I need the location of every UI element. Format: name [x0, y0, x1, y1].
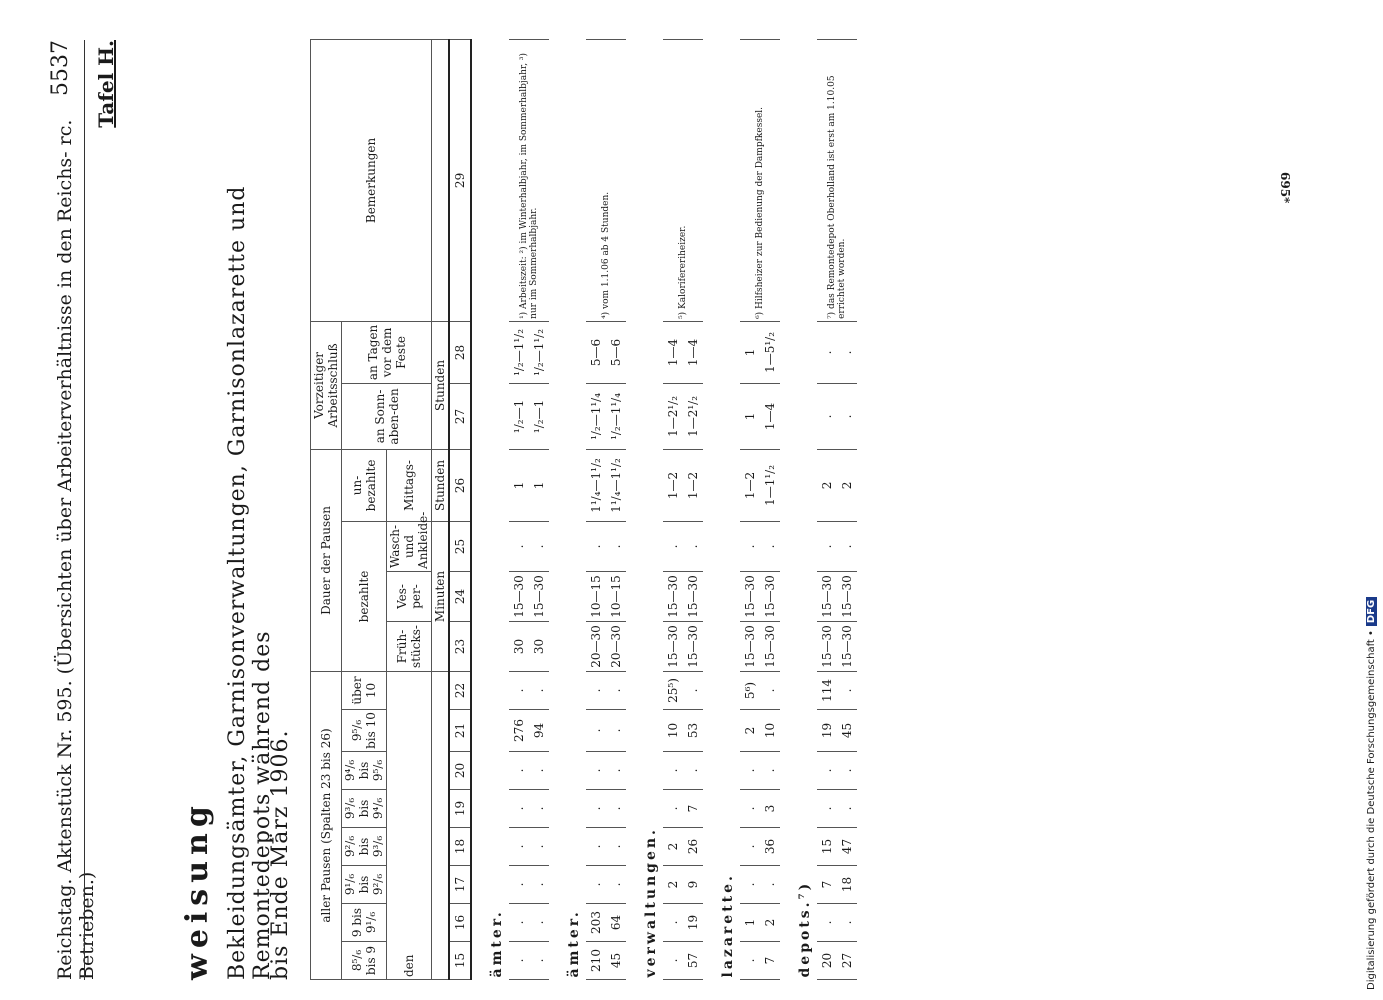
- mittags-head: Mittags-: [387, 449, 432, 521]
- table-cell: .: [663, 521, 683, 571]
- table-cell: .: [837, 752, 857, 790]
- section-heading-row: [626, 39, 663, 979]
- table-cell: .: [529, 752, 549, 790]
- title-line-1: weisung: [180, 800, 215, 980]
- unbezahlte-head: un-bezahlte: [342, 449, 387, 521]
- table-row: [740, 39, 760, 979]
- table-cell: 1—2¹/₂: [683, 383, 703, 449]
- table-cell: .: [817, 904, 837, 942]
- section-heading: ämter.: [566, 909, 582, 978]
- table-cell: 15—30: [683, 621, 703, 671]
- table-cell: 203: [586, 904, 606, 942]
- table-cell: 15—30: [760, 621, 780, 671]
- table-cell: .: [529, 671, 549, 709]
- table-cell: .: [817, 321, 837, 383]
- header-row-1: [311, 39, 342, 979]
- hours-head: 9²/₆ bis 9³/₆: [342, 828, 387, 866]
- section-heading: depots.⁷): [797, 880, 813, 978]
- table-cell: .: [740, 828, 760, 866]
- col-number: 20: [449, 752, 471, 790]
- table-cell: .: [760, 521, 780, 571]
- section-heading-row: [780, 39, 817, 979]
- table-cell: .: [529, 828, 549, 866]
- table-cell: 15—30: [529, 571, 549, 621]
- table-cell: .: [529, 521, 549, 571]
- table-cell: .: [529, 790, 549, 828]
- table-cell: ¹/₂—1¹/₂: [509, 321, 529, 383]
- section-heading-row: [703, 39, 740, 979]
- section-heading-row: [471, 39, 509, 979]
- table-cell: .: [606, 866, 626, 904]
- running-head: Reichstag. Aktenstück Nr. 595. (Übersichten über Arbeiterverhältnisse in den Reichs- rc. Betrieben.): [54, 119, 98, 980]
- col-number: 24: [449, 571, 471, 621]
- unit-row: [432, 39, 450, 979]
- table-cell: .: [509, 671, 529, 709]
- table-cell: 276: [509, 710, 529, 752]
- table-cell: 15—30: [837, 621, 857, 671]
- table-cell: 5⁶): [740, 671, 760, 709]
- table-cell: 15—30: [760, 571, 780, 621]
- page-header: [30, 40, 100, 980]
- table-cell: 10: [663, 710, 683, 752]
- table-cell: .: [663, 790, 683, 828]
- table-cell: 20—30: [586, 621, 606, 671]
- table-cell: 2: [817, 449, 837, 521]
- table-cell: .: [586, 790, 606, 828]
- vesper-head: Ves-per-: [387, 571, 432, 621]
- table-cell: 7: [817, 866, 837, 904]
- table-cell: 15—30: [740, 571, 760, 621]
- table-cell: .: [663, 904, 683, 942]
- table-cell: .: [683, 521, 703, 571]
- section-heading: verwaltungen.: [643, 827, 659, 978]
- table-cell: 1—4: [760, 383, 780, 449]
- stunden-label-2: Stunden: [432, 321, 450, 449]
- table-cell: .: [837, 790, 857, 828]
- table-cell: 10—15: [606, 571, 626, 621]
- bezahlte-head: bezahlte: [342, 521, 387, 671]
- hours-head: 9 bis 9¹/₆: [342, 904, 387, 942]
- table-cell: .: [837, 904, 857, 942]
- hours-head: 9¹/₆ bis 9²/₆: [342, 866, 387, 904]
- table-cell: 64: [606, 904, 626, 942]
- remark-cell: ⁶) Hilfsheizer zur Bedienung der Dampfkessel.: [740, 39, 780, 321]
- table-cell: .: [837, 321, 857, 383]
- col-number: 29: [449, 39, 471, 321]
- table-cell: 210: [586, 942, 606, 980]
- dfg-logo: DFG: [1366, 597, 1377, 626]
- table-cell: .: [509, 521, 529, 571]
- minuten-label: Minuten: [432, 521, 450, 671]
- table-cell: 5—6: [606, 321, 626, 383]
- hours-head: 9⁴/₆ bis 9⁵/₆: [342, 752, 387, 790]
- page-mark: 695*: [1278, 172, 1292, 204]
- table-cell: 1¹/₄—1¹/₂: [586, 449, 606, 521]
- col-number: 16: [449, 904, 471, 942]
- table-cell: 30: [529, 621, 549, 671]
- table-cell: 10—15: [586, 571, 606, 621]
- col-number: 21: [449, 710, 471, 752]
- title-line-3: bis Ende März 1906.: [268, 729, 293, 980]
- table-cell: .: [586, 671, 606, 709]
- table-cell: .: [586, 866, 606, 904]
- remark-cell: ⁷) das Remontedepot Oberholland ist erst am 1.10.05 errichtet worden.: [817, 39, 857, 321]
- tafel-label: Tafel H.: [94, 40, 118, 128]
- table-cell: 30: [509, 621, 529, 671]
- table-cell: .: [740, 866, 760, 904]
- table-cell: 45: [606, 942, 626, 980]
- table-cell: 1: [740, 904, 760, 942]
- table-cell: .: [760, 752, 780, 790]
- digitization-text: Digitalisierung gefördert durch die Deutsche Forschungsgemeinschaft •: [1366, 630, 1377, 990]
- col-number: 15: [449, 942, 471, 980]
- table-cell: 1—4: [663, 321, 683, 383]
- table-cell: 20: [817, 942, 837, 980]
- table-row: [663, 39, 683, 979]
- table-cell: 1—2: [740, 449, 760, 521]
- table-cell: .: [509, 942, 529, 980]
- col-number: 18: [449, 828, 471, 866]
- hours-head: 9⁵/₆ bis 10: [342, 710, 387, 752]
- table-cell: .: [683, 752, 703, 790]
- table-cell: .: [837, 521, 857, 571]
- table-cell: 1¹/₄—1¹/₂: [606, 449, 626, 521]
- table-cell: ¹/₂—1¹/₂: [529, 321, 549, 383]
- table-cell: 15: [817, 828, 837, 866]
- table-cell: 26: [683, 828, 703, 866]
- table-cell: ¹/₂—1¹/₄: [606, 383, 626, 449]
- table-cell: .: [529, 866, 549, 904]
- table-cell: 15—30: [683, 571, 703, 621]
- table-cell: .: [740, 521, 760, 571]
- table-row: [817, 39, 837, 979]
- hours-head: 9³/₆ bis 9⁴/₆: [342, 790, 387, 828]
- table-cell: 53: [683, 710, 703, 752]
- table-cell: 1—5¹/₂: [760, 321, 780, 383]
- col-number: 28: [449, 321, 471, 383]
- statistics-table: [310, 39, 857, 980]
- table-cell: .: [817, 790, 837, 828]
- table-cell: 15—30: [663, 571, 683, 621]
- rotated-content: [30, 40, 1350, 980]
- dauer-head: Dauer der Pausen: [311, 449, 342, 671]
- table-cell: .: [740, 790, 760, 828]
- table-cell: 2: [663, 828, 683, 866]
- table-cell: 1: [529, 449, 549, 521]
- table-cell: 19: [817, 710, 837, 752]
- hours-head: über 10: [342, 671, 387, 709]
- table-cell: 114: [817, 671, 837, 709]
- table-cell: .: [837, 671, 857, 709]
- remark-cell: ⁴) vom 1.1.06 ab 4 Stunden.: [586, 39, 626, 321]
- table-cell: .: [817, 521, 837, 571]
- table-cell: .: [683, 671, 703, 709]
- table-cell: 2: [740, 710, 760, 752]
- table-cell: .: [817, 383, 837, 449]
- hours-head: 8⁵/₆ bis 9: [342, 942, 387, 980]
- table-cell: 15—30: [837, 571, 857, 621]
- section-heading-row: [549, 39, 586, 979]
- section-heading: lazarette.: [720, 873, 736, 978]
- table-cell: .: [529, 904, 549, 942]
- col-number: 26: [449, 449, 471, 521]
- table-cell: 15—30: [509, 571, 529, 621]
- table-cell: .: [509, 828, 529, 866]
- table-cell: 15—30: [663, 621, 683, 671]
- table-cell: 2: [837, 449, 857, 521]
- table-cell: .: [760, 671, 780, 709]
- pausen-group-head: aller Pausen (Spalten 23 bis 26): [311, 671, 342, 979]
- wasch-head: Wasch- und Ankleide-: [387, 521, 432, 571]
- col-number: 23: [449, 621, 471, 671]
- table-cell: .: [606, 790, 626, 828]
- title-line-2: Bekleidungsämter, Garnisonverwaltungen, Garnisonlazarette und Remontedepots während des: [225, 185, 275, 980]
- table-cell: 36: [760, 828, 780, 866]
- table-cell: 18: [837, 866, 857, 904]
- table-cell: .: [837, 383, 857, 449]
- table-cell: 15—30: [817, 621, 837, 671]
- table-cell: 1—4: [683, 321, 703, 383]
- table-cell: 10: [760, 710, 780, 752]
- table-row: [509, 39, 529, 979]
- table-cell: 20—30: [606, 621, 626, 671]
- table-cell: .: [606, 671, 626, 709]
- vorzeitiger-head: Vorzeitiger Arbeitsschluß: [311, 321, 342, 449]
- table-cell: .: [740, 942, 760, 980]
- table-cell: 5—6: [586, 321, 606, 383]
- table-cell: 9: [683, 866, 703, 904]
- table-row: [586, 39, 606, 979]
- table-cell: 15—30: [817, 571, 837, 621]
- table-cell: 1—1¹/₂: [760, 449, 780, 521]
- digitization-note: [1366, 597, 1377, 990]
- section-heading: ämter.: [489, 909, 505, 978]
- bemerkungen-head: Bemerkungen: [311, 39, 432, 321]
- table-cell: .: [740, 752, 760, 790]
- table-cell: 1: [509, 449, 529, 521]
- den-label: den: [387, 671, 432, 979]
- remark-cell: ⁵) Kalorifereriheizer.: [663, 39, 703, 321]
- table-cell: 19: [683, 904, 703, 942]
- table-body: [471, 39, 857, 979]
- table-cell: 7: [683, 790, 703, 828]
- table-cell: .: [606, 828, 626, 866]
- column-number-row: [449, 39, 471, 979]
- table-cell: 27: [837, 942, 857, 980]
- table-cell: .: [760, 866, 780, 904]
- col-number: 27: [449, 383, 471, 449]
- table-cell: .: [586, 828, 606, 866]
- col-number: 25: [449, 521, 471, 571]
- table-cell: .: [586, 752, 606, 790]
- table-cell: 1: [740, 321, 760, 383]
- table-cell: 94: [529, 710, 549, 752]
- table-cell: 47: [837, 828, 857, 866]
- table-cell: .: [663, 752, 683, 790]
- table-cell: .: [606, 752, 626, 790]
- col-number: 19: [449, 790, 471, 828]
- table-cell: .: [509, 904, 529, 942]
- header-rule: [84, 40, 85, 980]
- table-cell: 2: [663, 866, 683, 904]
- table-cell: 1—2¹/₂: [663, 383, 683, 449]
- table-cell: ¹/₂—1¹/₄: [586, 383, 606, 449]
- fruehstuecks-head: Früh-stücks-: [387, 621, 432, 671]
- table-cell: .: [663, 942, 683, 980]
- table-cell: .: [586, 521, 606, 571]
- table-cell: 25⁵): [663, 671, 683, 709]
- table-cell: .: [509, 866, 529, 904]
- table-cell: 1: [740, 383, 760, 449]
- table-cell: 3: [760, 790, 780, 828]
- table-cell: 45: [837, 710, 857, 752]
- remark-cell: ¹) Arbeitszeit: ²) im Winterhalbjahr, im Sommerhalbjahr, ³) nur im Sommerhalbjahr.: [509, 39, 549, 321]
- table-cell: 57: [683, 942, 703, 980]
- table-cell: 15—30: [740, 621, 760, 671]
- table-cell: ¹/₂—1: [509, 383, 529, 449]
- col-number: 22: [449, 671, 471, 709]
- table-cell: 2: [760, 904, 780, 942]
- table-cell: 7: [760, 942, 780, 980]
- sonnabend-head: an Sonn-aben-den: [342, 383, 432, 449]
- page-number: 5537: [48, 40, 73, 96]
- table-cell: .: [509, 790, 529, 828]
- table-cell: .: [509, 752, 529, 790]
- table-cell: 1—2: [683, 449, 703, 521]
- table-cell: .: [586, 710, 606, 752]
- festtage-head: an Tagen vor dem Feste: [342, 321, 432, 383]
- table-cell: .: [606, 521, 626, 571]
- col-number: 17: [449, 866, 471, 904]
- table-cell: ¹/₂—1: [529, 383, 549, 449]
- table-cell: .: [529, 942, 549, 980]
- stunden-label: Stunden: [432, 449, 450, 521]
- table-cell: .: [606, 710, 626, 752]
- table-cell: 1—2: [663, 449, 683, 521]
- table-cell: .: [817, 752, 837, 790]
